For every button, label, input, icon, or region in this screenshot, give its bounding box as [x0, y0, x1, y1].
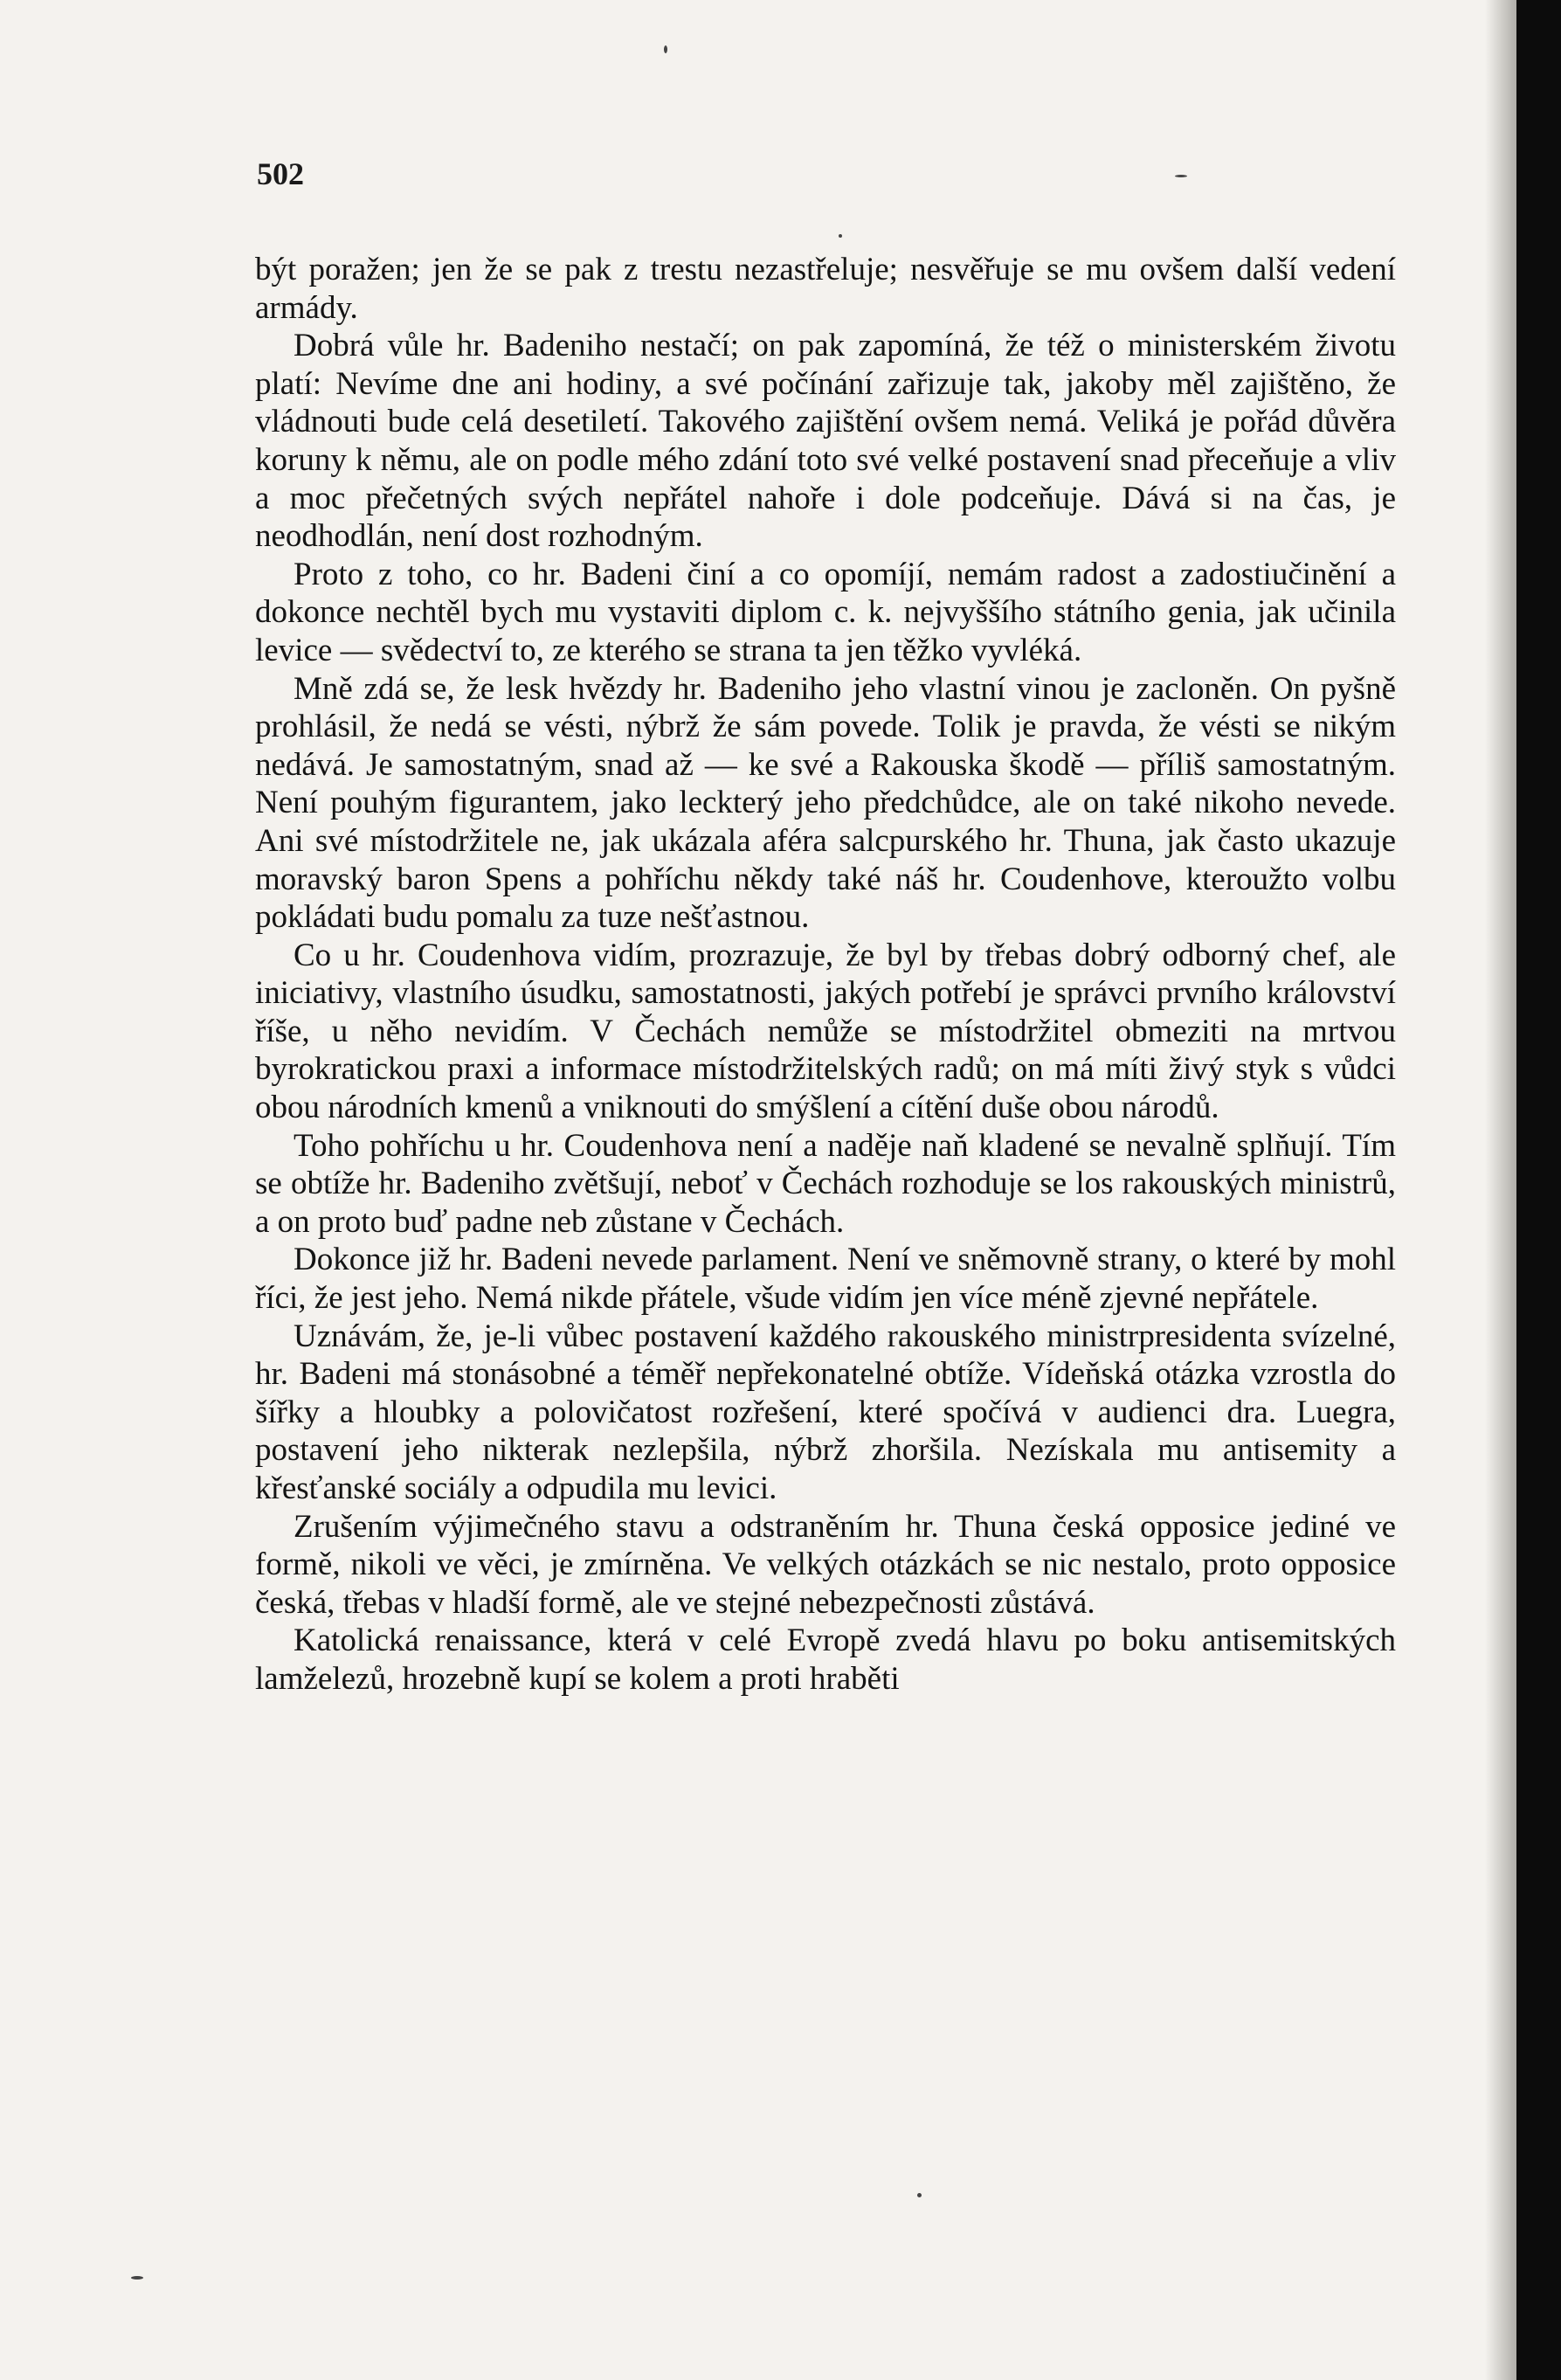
body-text	[255, 251, 1396, 1699]
print-speck	[131, 2276, 143, 2280]
paragraph: Uznávám, že, je-li vůbec postavení každého rakouského ministrpresidenta svízelné, hr. Badeni má stonásobné a téměř nepřekonatelné obtíže. Vídeňská otázka vzrostla do šířky a hloubky a polovičatost rozřešení, které spočívá v audienci dra. Luegra, postavení jeho nikterak nezlepšila, nýbrž zhoršila. Nezískala mu antisemity a křesťanské sociály a odpudila mu levici.	[255, 1318, 1396, 1506]
paragraph: Katolická renaissance, která v celé Evropě zvedá hlavu po boku antisemitských lamželezů, hrozebně kupí se kolem a proti hraběti	[255, 1622, 1396, 1697]
page-number: 502	[257, 156, 304, 191]
page-edge-shadow	[1485, 0, 1516, 2380]
print-speck	[1175, 175, 1187, 177]
paragraph: Dobrá vůle hr. Badeniho nestačí; on pak zapomíná, že též o ministerském životu platí: Nevíme dne ani hodiny, a své počínání zařizuje tak, jakoby měl zajištěno, že vládnouti bude celá desetiletí. Takového zajištění ovšem nemá. Veliká je pořád důvěra koruny k němu, ale on podle mého zdání toto své velké postavení snad přeceňuje a vliv a moc přečetných svých nepřátel nahoře i dole podceňuje. Dává si na čas, je neodhodlán, není dost rozhodným.	[255, 328, 1396, 555]
paragraph: Co u hr. Coudenhova vidím, prozrazuje, že byl by třebas dobrý odborný chef, ale iniciativy, vlastního úsudku, samostatnosti, jakých potřebí je správci prvního království říše, u něho nevidím. V Čechách nemůže se místodržitel obmeziti na mrtvou byrokratickou praxi a informace místodržitelských radů; on má míti živý styk s vůdci obou národních kmenů a vniknouti do smýšlení a cítění duše obou národů.	[255, 937, 1396, 1126]
paragraph: být poražen; jen že se pak z trestu nezastřeluje; nesvěřuje se mu ovšem další vedení armády.	[255, 252, 1396, 326]
paragraph: Proto z toho, co hr. Badeni činí a co opomíjí, nemám radost a zadostiučinění a dokonce nechtěl bych mu vystaviti diplom c. k. nejvyššího státního genia, jak učinila levice — svědectví to, ze kterého se strana ta jen těžko vyvléká.	[255, 556, 1396, 668]
print-speck	[664, 45, 667, 53]
paragraph: Zrušením výjimečného stavu a odstraněním hr. Thuna česká opposice jediné ve formě, nikoli ve věci, je zmírněna. Ve velkých otázkách se nic nestalo, proto opposice česká, třebas v hladší formě, ale ve stejné nebezpečnosti zůstává.	[255, 1508, 1396, 1621]
paragraph: Toho pohříchu u hr. Coudenhova není a naděje naň kladené se nevalně splňují. Tím se obtíže hr. Badeniho zvětšují, neboť v Čechách rozhoduje se los rakouských ministrů, a on proto buď padne neb zůstane v Čechách.	[255, 1127, 1396, 1240]
paragraph: Mně zdá se, že lesk hvězdy hr. Badeniho jeho vlastní vinou je zacloněn. On pyšně prohlásil, že nedá se vésti, nýbrž že sám povede. Tolik je pravda, že vésti se nikým nedává. Je samostatným, snad až — ke své a Rakouska škodě — příliš samostatným. Není pouhým figurantem, jako leckterý jeho předchůdce, ale on také nikoho nevede. Ani své místodržitele ne, jak ukázala aféra salcpurského hr. Thuna, jak často ukazuje moravský baron Spens a pohříchu někdy také náš hr. Coudenhove, kteroužto volbu pokládati budu pomalu za tuze nešťastnou.	[255, 670, 1396, 936]
print-speck	[917, 2193, 922, 2197]
paragraph: Dokonce již hr. Badeni nevede parlament. Není ve sněmovně strany, o které by mohl říci, že jest jeho. Nemá nikde přátele, všude vidím jen více méně zjevné nepřátele.	[255, 1242, 1396, 1317]
print-speck	[839, 234, 842, 238]
